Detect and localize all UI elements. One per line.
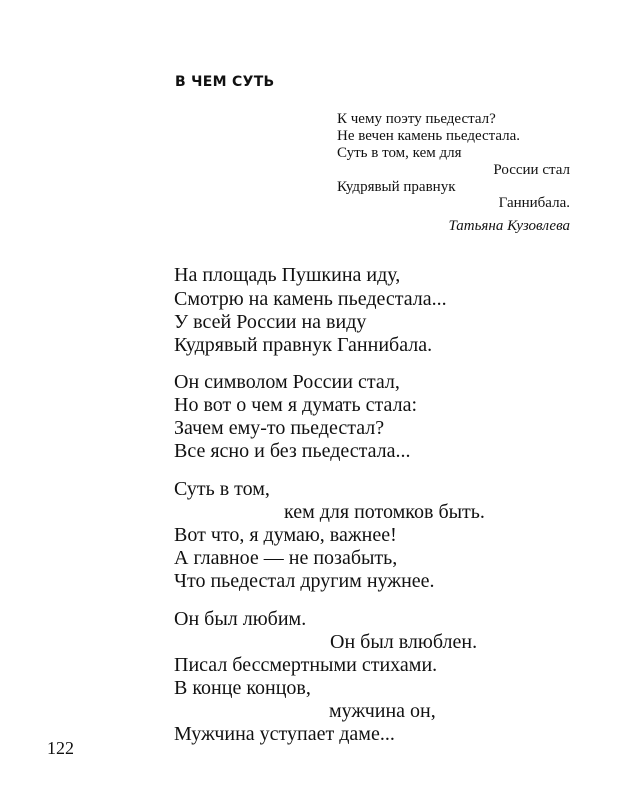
verse-line: У всей России на виду (174, 311, 367, 333)
verse-line: Он был влюблен. (330, 631, 478, 653)
verse-line: А главное — не позабыть, (174, 547, 398, 569)
verse-line: мужчина он, (329, 700, 436, 722)
verse-line: Что пьедестал другим нужнее. (174, 570, 435, 592)
verse-line: Но вот о чем я думать стала: (174, 394, 417, 416)
verse-line: Кудрявый правнук Ганнибала. (174, 334, 433, 356)
epigraph-author: Татьяна Кузовлева (448, 218, 570, 234)
verse-line: Мужчина уступает даме... (174, 723, 395, 745)
verse-line: Он был любим. (174, 608, 307, 630)
verse-line: Все ясно и без пьедестала... (174, 440, 411, 462)
epigraph-line-3: Суть в том, кем для (337, 145, 462, 161)
verse-line: В конце концов, (174, 677, 311, 699)
verse-line: Суть в том, (174, 478, 270, 500)
epigraph-line-5: Кудрявый правнук (337, 179, 456, 195)
epigraph-line-6: Ганнибала. (498, 195, 570, 211)
epigraph-line-4: России стал (493, 162, 570, 178)
verse-line: На площадь Пушкина иду, (174, 264, 401, 286)
verse-line: Вот что, я думаю, важнее! (174, 524, 397, 546)
verse-line: Смотрю на камень пьедестала... (174, 288, 447, 310)
verse-line: Зачем ему-то пьедестал? (174, 417, 385, 439)
poem-title: В ЧЕМ СУТЬ (175, 74, 275, 90)
verse-line: Писал бессмертными стихами. (174, 654, 438, 676)
verse-line: кем для потомков быть. (284, 501, 485, 523)
page-number: 122 (47, 738, 74, 758)
epigraph-line-1: К чему поэту пьедестал? (337, 111, 496, 127)
epigraph-line-2: Не вечен камень пьедестала. (337, 128, 521, 144)
verse-line: Он символом России стал, (174, 371, 400, 393)
